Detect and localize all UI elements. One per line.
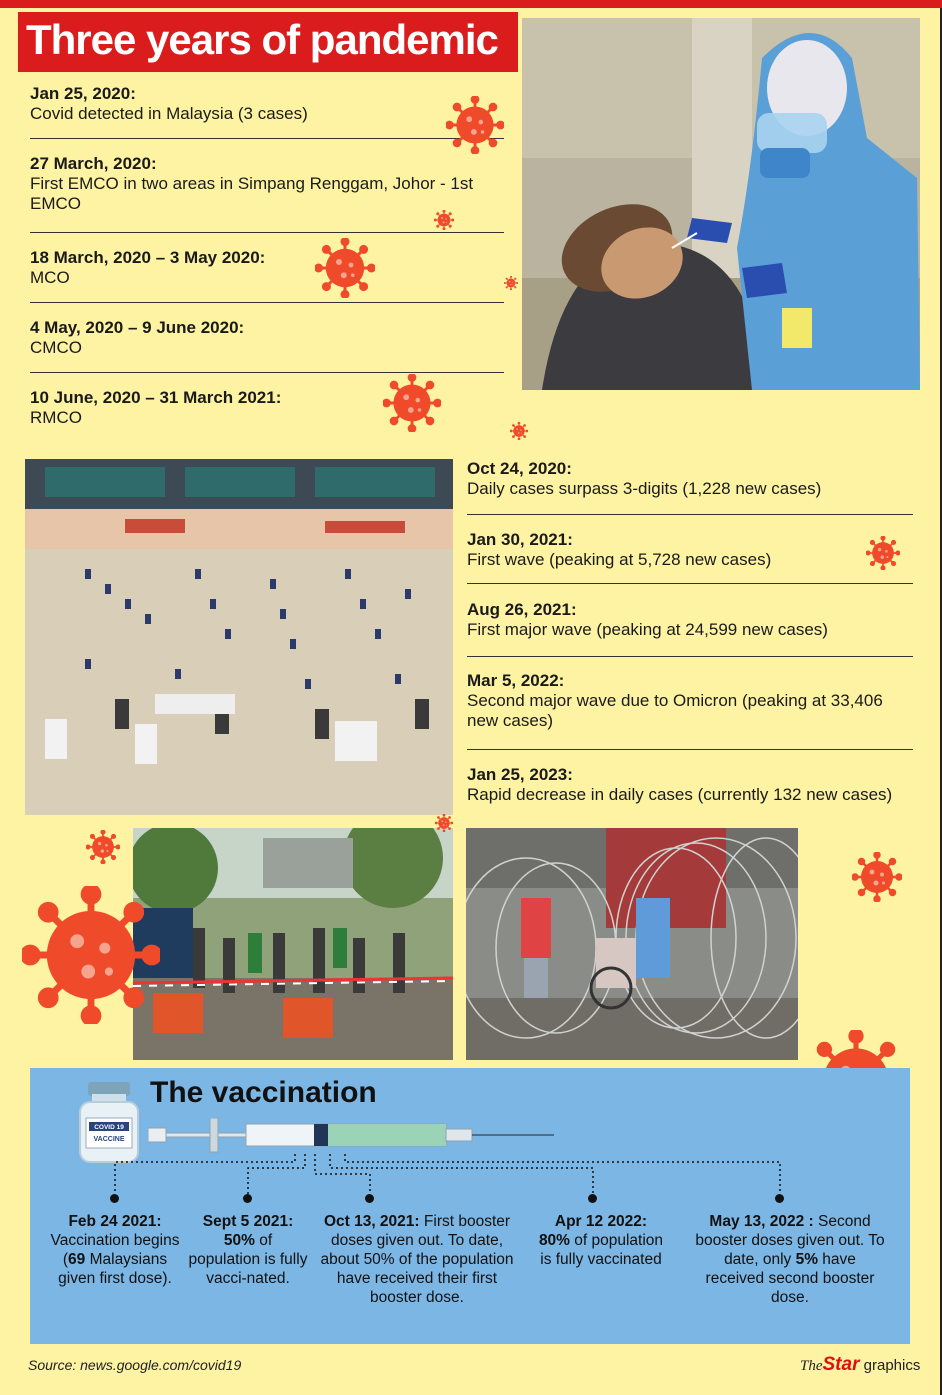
publisher-logo — [800, 1354, 920, 1376]
logo-the: The — [800, 1358, 823, 1374]
milestone-highlight: 80% — [538, 1232, 570, 1249]
virus-icon — [315, 238, 375, 298]
source-credit: Source: news.google.com/covid19 — [28, 1357, 242, 1373]
milestone-date: Sept 5 2021: — [202, 1213, 294, 1230]
vial-label-line1: COVID 19 — [94, 1124, 124, 1131]
vial-label-line2: VACCINE — [93, 1136, 125, 1143]
entry-date: 18 March, 2020 – 3 May 2020: — [30, 248, 266, 267]
virus-icon — [434, 210, 454, 230]
milestone-highlight: 50% — [223, 1232, 255, 1249]
vaccination-title: The vaccination — [150, 1076, 377, 1109]
timeline-entry-7 — [467, 530, 917, 570]
milestone-feb-2021 — [46, 1212, 184, 1288]
timeline-dot — [110, 1194, 119, 1203]
entry-date: 27 March, 2020: — [30, 154, 157, 173]
entry-text: First EMCO in two areas in Simpang Renggam, Johor - 1st EMCO — [30, 174, 474, 213]
divider — [30, 372, 504, 373]
milestone-oct-2021 — [318, 1212, 516, 1307]
virus-icon — [383, 374, 441, 432]
timeline-entry-10 — [467, 765, 917, 805]
divider — [467, 656, 913, 657]
divider — [467, 514, 913, 515]
milestone-text: Second booster doses given out. To date, only — [695, 1213, 885, 1268]
timeline-entry-3 — [30, 248, 500, 288]
entry-text: Rapid decrease in daily cases (currently 132 new cases) — [467, 785, 893, 804]
page-title: Three years of pandemic — [26, 16, 498, 63]
timeline-entry-4 — [30, 318, 500, 358]
milestone-date: May 13, 2022 : — [709, 1213, 814, 1230]
milestone-apr-2022 — [535, 1212, 667, 1269]
milestone-may-2022 — [694, 1212, 886, 1307]
milestone-highlight: 5% — [795, 1251, 818, 1268]
barbed-wire-photo — [466, 828, 798, 1060]
milestone-sep-2021 — [188, 1212, 308, 1288]
entry-date: Jan 30, 2021: — [467, 530, 573, 549]
entry-text: CMCO — [30, 338, 82, 357]
entry-date: Mar 5, 2022: — [467, 671, 565, 690]
logo-star: Star — [822, 1354, 860, 1375]
timeline-entry-9 — [467, 671, 917, 731]
stadium-screening-photo — [25, 459, 453, 815]
entry-text: First wave (peaking at 5,728 new cases) — [467, 550, 772, 569]
entry-date: Aug 26, 2021: — [467, 600, 577, 619]
timeline-entry-8 — [467, 600, 917, 640]
entry-date: 4 May, 2020 – 9 June 2020: — [30, 318, 245, 337]
syringe-icon — [148, 1118, 558, 1154]
entry-text: RMCO — [30, 408, 82, 427]
virus-icon — [446, 96, 504, 154]
timeline-entry-2 — [30, 154, 500, 214]
milestone-text: of population is fully vaccinated — [540, 1232, 664, 1268]
logo-graphics: graphics — [859, 1357, 921, 1374]
entry-date: 10 June, 2020 – 31 March 2021: — [30, 388, 282, 407]
queue-photo — [133, 828, 453, 1060]
divider — [30, 302, 504, 303]
timeline-dot — [365, 1194, 374, 1203]
divider — [467, 749, 913, 750]
vaccination-panel — [30, 1068, 910, 1344]
virus-icon — [435, 814, 453, 832]
top-red-bar — [0, 0, 942, 8]
entry-text: Covid detected in Malaysia (3 cases) — [30, 104, 308, 123]
title-banner — [18, 12, 518, 72]
milestone-text: of population is fully vacci-nated. — [188, 1232, 308, 1287]
milestone-highlight: 69 — [68, 1251, 86, 1268]
virus-icon — [866, 536, 900, 570]
entry-text: MCO — [30, 268, 70, 287]
milestone-text: First booster doses given out. To date, about 50% of the population have received their first booster dose. — [320, 1213, 514, 1306]
virus-icon — [852, 852, 902, 902]
virus-icon — [504, 276, 518, 290]
timeline-entry-6 — [467, 459, 917, 499]
entry-text: Daily cases surpass 3-digits (1,228 new cases) — [467, 479, 822, 498]
timeline-dot — [243, 1194, 252, 1203]
virus-icon — [86, 830, 120, 864]
timeline-dot — [588, 1194, 597, 1203]
virus-icon — [510, 422, 528, 440]
timeline-entry-1 — [30, 84, 500, 124]
swab-test-photo — [522, 18, 920, 390]
entry-date: Jan 25, 2023: — [467, 765, 573, 784]
milestone-date: Apr 12 2022: — [554, 1213, 648, 1230]
vaccine-vial-icon — [76, 1082, 142, 1164]
timeline-dot — [775, 1194, 784, 1203]
entry-text: First major wave (peaking at 24,599 new cases) — [467, 620, 828, 639]
divider — [30, 232, 504, 233]
divider — [30, 138, 504, 139]
milestone-date: Feb 24 2021: — [68, 1213, 162, 1230]
milestone-text: have received second booster dose. — [705, 1251, 875, 1306]
entry-date: Jan 25, 2020: — [30, 84, 136, 103]
entry-date: Oct 24, 2020: — [467, 459, 572, 478]
divider — [467, 583, 913, 584]
milestone-text: Malaysians given first dose). — [58, 1251, 172, 1287]
virus-icon — [22, 886, 160, 1024]
milestone-text: Vaccination begins ( — [50, 1232, 180, 1268]
milestone-date: Oct 13, 2021: — [323, 1213, 420, 1230]
entry-text: Second major wave due to Omicron (peaking at 33,406 new cases) — [467, 691, 883, 730]
